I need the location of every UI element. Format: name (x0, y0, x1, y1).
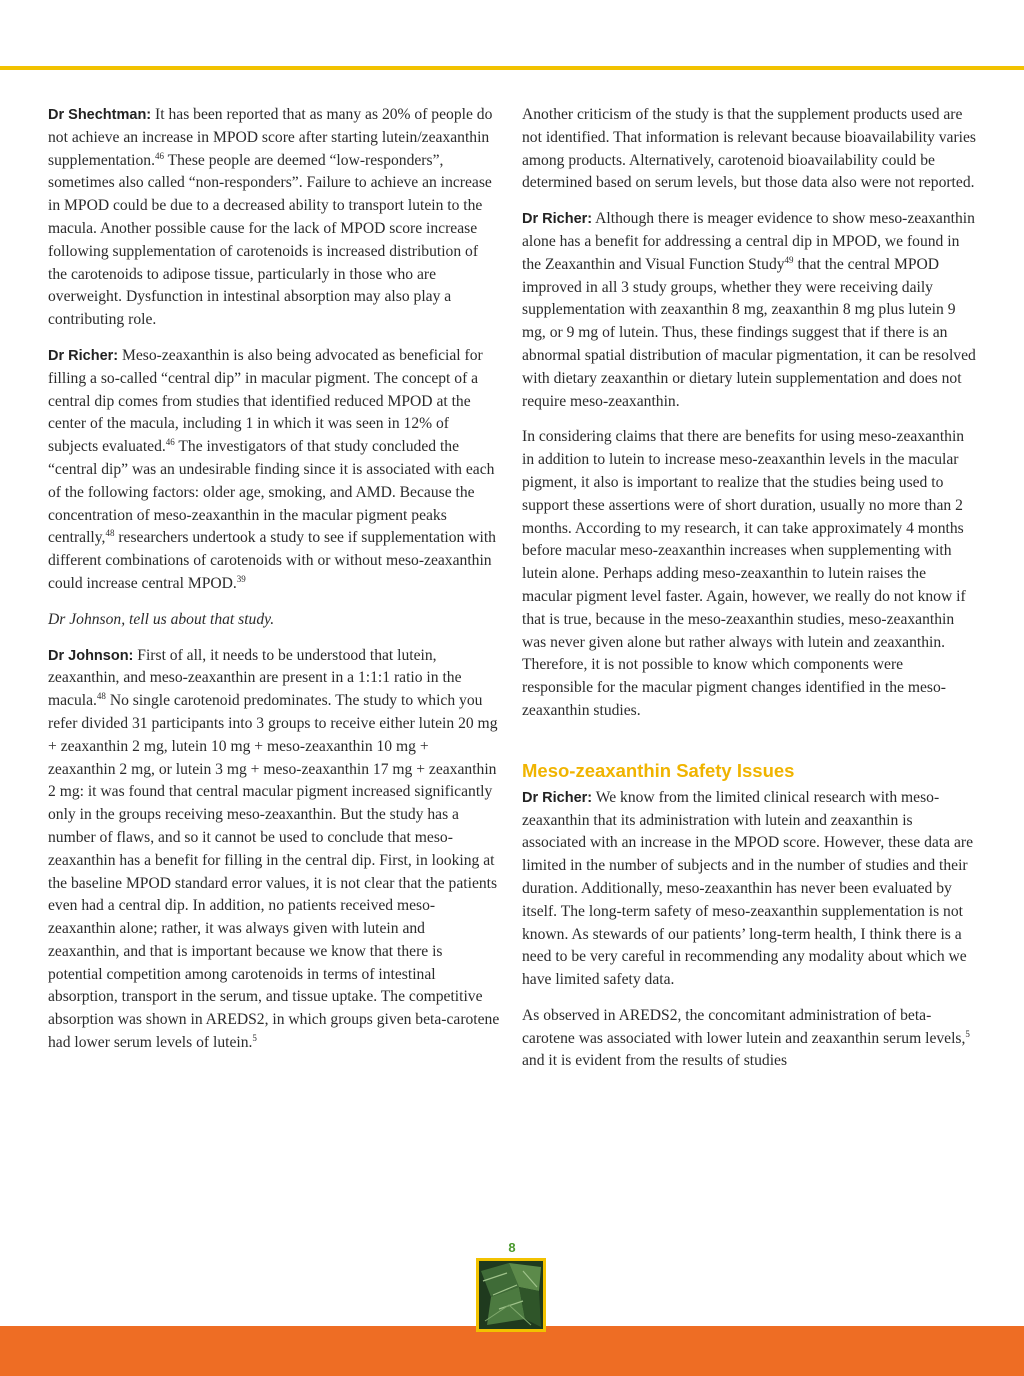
paragraph-text: Meso-zeaxanthin is also being advocated as beneficial for filling a so-called “central dip” in macular pigment. The concept of a central dip comes from studies that identified reduced MPOD at the center of the macula, including 1 in which it was seen in 12% of subjects evaluated. (48, 346, 483, 456)
paragraph (48, 645, 500, 1055)
paragraph-text: Another criticism of the study is that the supplement products used are not identified. That information is relevant because bioavailability varies among products. Alternatively, carotenoid bioavailability could be determined based on serum levels, but those data also were not reported. (522, 106, 976, 192)
paragraph-text: researchers undertook a study to see if supplementation with different combinations of carotenoids with or without meso-zeaxanthin could increase central MPOD. (48, 529, 496, 592)
top-rule (0, 66, 1024, 70)
citation-ref: 46 (165, 436, 175, 447)
paragraph (522, 426, 978, 722)
speaker-name: Dr Shechtman: (48, 107, 152, 123)
paragraph (522, 1005, 978, 1073)
speaker-name: Dr Richer: (522, 789, 593, 806)
paragraph-text: No single carotenoid predominates. The study to which you refer divided 31 participants into 3 groups to receive either lutein 20 mg + zeaxanthin 2 mg, lutein 10 mg + meso-zeaxanthin 10 mg + zeaxanthin 2 mg, or lutein 3 mg + meso-zeaxanthin 17 mg + zeaxanthin 2 mg: it was found that central macular pigment increased significantly only in the groups receiving meso-zeaxanthin. But the study has a number of flaws, and so it cannot be used to conclude that meso-zeaxanthin has a benefit for filling in the central dip. First, in looking at the baseline MPOD standard error values, it is not clear that the patients even had a central dip. In addition, no patients received meso-zeaxanthin alone; rather, it was always given with lutein and zeaxanthin, and that is important because we know that there is potential competition among carotenoids in terms of intestinal absorption, transport in the serum, and tissue uptake. The competitive absorption was shown in AREDS2, in which groups given beta-carotene had lower serum levels of lutein. (48, 692, 500, 1052)
paragraph (48, 345, 500, 596)
citation-ref: 49 (784, 254, 794, 265)
citation-ref: 48 (96, 690, 106, 701)
paragraph-text: These people are deemed “low-responders”, sometimes also called “non-responders”. Failure to achieve an increase in MPOD could be due to a decreased ability to transport lutein to the macula. Another possible cause for the lack of MPOD score increase following supplementation of carotenoids is increased distribution of the carotenoids to adipose tissue, particularly in those who are overweight. Dysfunction in intestinal absorption may also play a contributing role. (48, 151, 492, 329)
paragraph-text: Although there is meager evidence to show meso-zeaxanthin alone has a benefit for addressing a central dip in MPOD, we found in the Zeaxanthin and Visual Function Study (522, 210, 975, 273)
paragraph-text: First of all, it needs to be understood that lutein, zeaxanthin, and meso-zeaxanthin are present in a 1:1:1 ratio in the macula. (48, 646, 462, 710)
paragraph-text: It has been reported that as many as 20% of people do not achieve an increase in MPOD score after starting lutein/zeaxanthin supplementation. (48, 106, 493, 169)
citation-ref: 39 (236, 573, 246, 584)
paragraph-text: In considering claims that there are benefits for using meso-zeaxanthin in addition to lutein to increase meso-zeaxanthin levels in the macular pigment, it also is important to realize that the studies being used to support these assertions were of short duration, usually no more than 2 months. According to my research, it can take approximately 4 months before macular meso-zeaxanthin increases when supplementing with lutein alone. Perhaps adding meso-zeaxanthin to lutein raises the macular pigment level faster. Again, however, we really do not know if that is true, because in the meso-zeaxanthin studies, meso-zeaxanthin was never given alone but rather always with lutein and zeaxanthin. Therefore, it is not possible to know which components were responsible for the macular pigment changes identified in the meso-zeaxanthin studies. (522, 428, 966, 719)
right-column (522, 104, 978, 1086)
paragraph (522, 104, 978, 195)
left-column (48, 104, 500, 1068)
speaker-name: Dr Johnson: (48, 647, 134, 664)
footer-bar (0, 1326, 1024, 1376)
paragraph-text: and it is evident from the results of studies (522, 1052, 788, 1070)
leaf-image-icon (479, 1261, 543, 1329)
paragraph-text: that the central MPOD improved in all 3 study groups, whether they were receiving daily supplementation with zeaxanthin 8 mg, zeaxanthin 8 mg plus lutein 9 mg, or 9 mg of lutein. Thus, these findings suggest that if there is an abnormal spatial distribution of macular pigmentation, it can be resolved with dietary zeaxanthin or dietary lutein supplementation and does not require meso-zeaxanthin. (522, 255, 976, 410)
citation-ref: 5 (252, 1032, 257, 1043)
paragraph (522, 787, 978, 992)
speaker-name: Dr Richer: (522, 211, 593, 228)
leaf-thumbnail (476, 1258, 546, 1332)
paragraph (522, 208, 978, 413)
paragraph-text: We know from the limited clinical research with meso-zeaxanthin that its administration with lutein and zeaxanthin is associated with an increase in the MPOD score. However, these data are limited in the number of subjects and in the number of studies and their duration. Additionally, meso-zeaxanthin has never been evaluated by itself. The long-term safety of meso-zeaxanthin supplementation is not known. As stewards of our patients’ long-term health, I think there is a need to be very careful in recommending any modality about which we have limited safety data. (522, 788, 973, 989)
paragraph-text: The investigators of that study concluded the “central dip” was an undesirable finding since it is associated with each of the following factors: older age, smoking, and AMD. Because the concentration of meso-zeaxanthin in the macular pigment peaks centrally, (48, 438, 495, 547)
section-heading: Meso-zeaxanthin Safety Issues (522, 759, 795, 781)
moderator-question: Dr Johnson, tell us about that study. (48, 610, 275, 628)
citation-ref: 48 (105, 528, 115, 539)
citation-ref: 46 (154, 150, 164, 161)
paragraph (48, 104, 500, 332)
page-number: 8 (508, 1240, 516, 1255)
paragraph-text: As observed in AREDS2, the concomitant administration of beta-carotene was associated with lower lutein and zeaxanthin serum levels, (522, 1006, 966, 1047)
citation-ref: 5 (965, 1028, 970, 1039)
speaker-name: Dr Richer: (48, 347, 119, 364)
